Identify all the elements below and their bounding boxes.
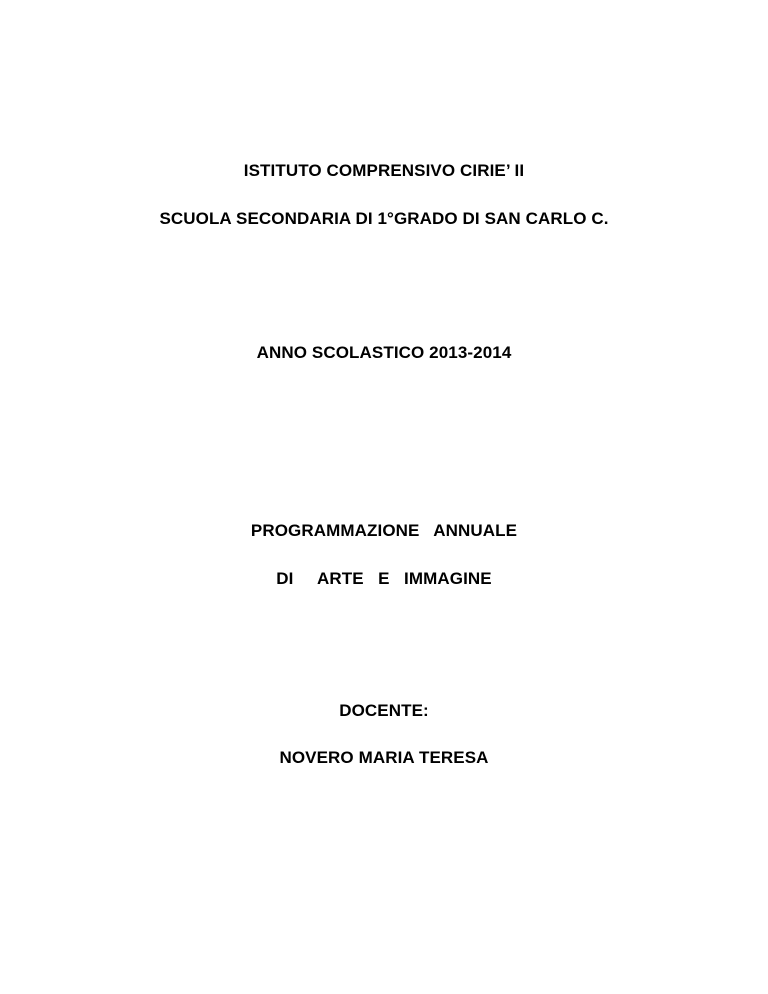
subject-title: DI ARTE E IMMAGINE bbox=[276, 569, 492, 588]
school-year: ANNO SCOLASTICO 2013-2014 bbox=[256, 343, 512, 362]
program-title: PROGRAMMAZIONE ANNUALE bbox=[250, 521, 518, 540]
school-name: SCUOLA SECONDARIA DI 1°GRADO DI SAN CARLO C. bbox=[159, 209, 609, 228]
teacher-name: NOVERO MARIA TERESA bbox=[279, 748, 489, 767]
institute-name: ISTITUTO COMPRENSIVO CIRIE’ II bbox=[243, 161, 525, 180]
teacher-label: DOCENTE: bbox=[339, 701, 429, 720]
